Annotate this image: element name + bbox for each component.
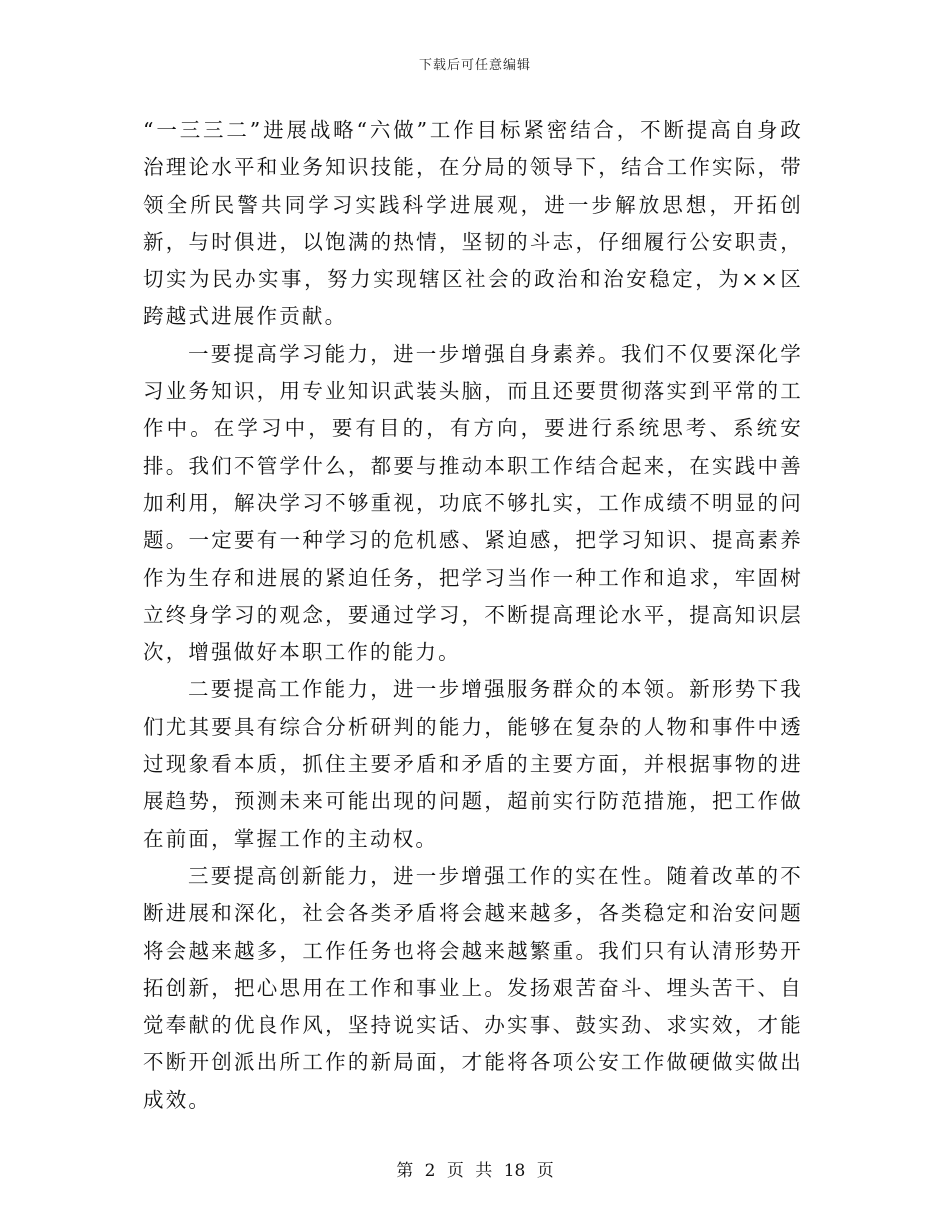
paragraph-work: 二要提高工作能力，进一步增强服务群众的本领。新形势下我们尤其要具有综合分析研判的能力，能够在复杂的人物和事件中透过现象看本质，抓住主要矛盾和矛盾的主要方面，并根据事物的进展趋势，预测未来可能出现的问题，超前实行防范措施，把工作做在前面，掌握工作的主动权。 bbox=[143, 677, 803, 851]
page-number-footer: 第 2 页 共 18 页 bbox=[396, 1161, 554, 1181]
page-header: 下载后可任意编辑 bbox=[418, 58, 531, 73]
paragraph-intro: “一三三二”进展战略“六做”工作目标紧密结合，不断提高自身政治理论水平和业务知识技能，在分局的领导下，结合工作实际，带领全所民警共同学习实践科学进展观，进一步解放思想，开拓创新，与时俱进，以饱满的热情，坚韧的斗志，仔细履行公安职责，切实为民办实事，努力实现辖区社会的政治和治安稳定，为××区跨越式进展作贡献。 bbox=[143, 118, 803, 329]
document-body bbox=[143, 112, 803, 1119]
paragraph-innovation: 三要提高创新能力，进一步增强工作的实在性。随着改革的不断进展和深化，社会各类矛盾将会越来越多，各类稳定和治安问题将会越来越多，工作任务也将会越来越繁重。我们只有认清形势开拓创新，把心思用在工作和事业上。发扬艰苦奋斗、埋头苦干、自觉奉献的优良作风，坚持说实话、办实事、鼓实劲、求实效，才能不断开创派出所工作的新局面，才能将各项公安工作做硬做实做出成效。 bbox=[143, 863, 803, 1112]
paragraph-learning: 一要提高学习能力，进一步增强自身素养。我们不仅要深化学习业务知识，用专业知识武装头脑，而且还要贯彻落实到平常的工作中。在学习中，要有目的，有方向，要进行系统思考、系统安排。我们不管学什么，都要与推动本职工作结合起来，在实践中善加利用，解决学习不够重视，功底不够扎实，工作成绩不明显的问题。一定要有一种学习的危机感、紧迫感，把学习知识、提高素养作为生存和进展的紧迫任务，把学习当作一种工作和追求，牢固树立终身学习的观念，要通过学习，不断提高理论水平，提高知识层次，增强做好本职工作的能力。 bbox=[143, 341, 803, 665]
